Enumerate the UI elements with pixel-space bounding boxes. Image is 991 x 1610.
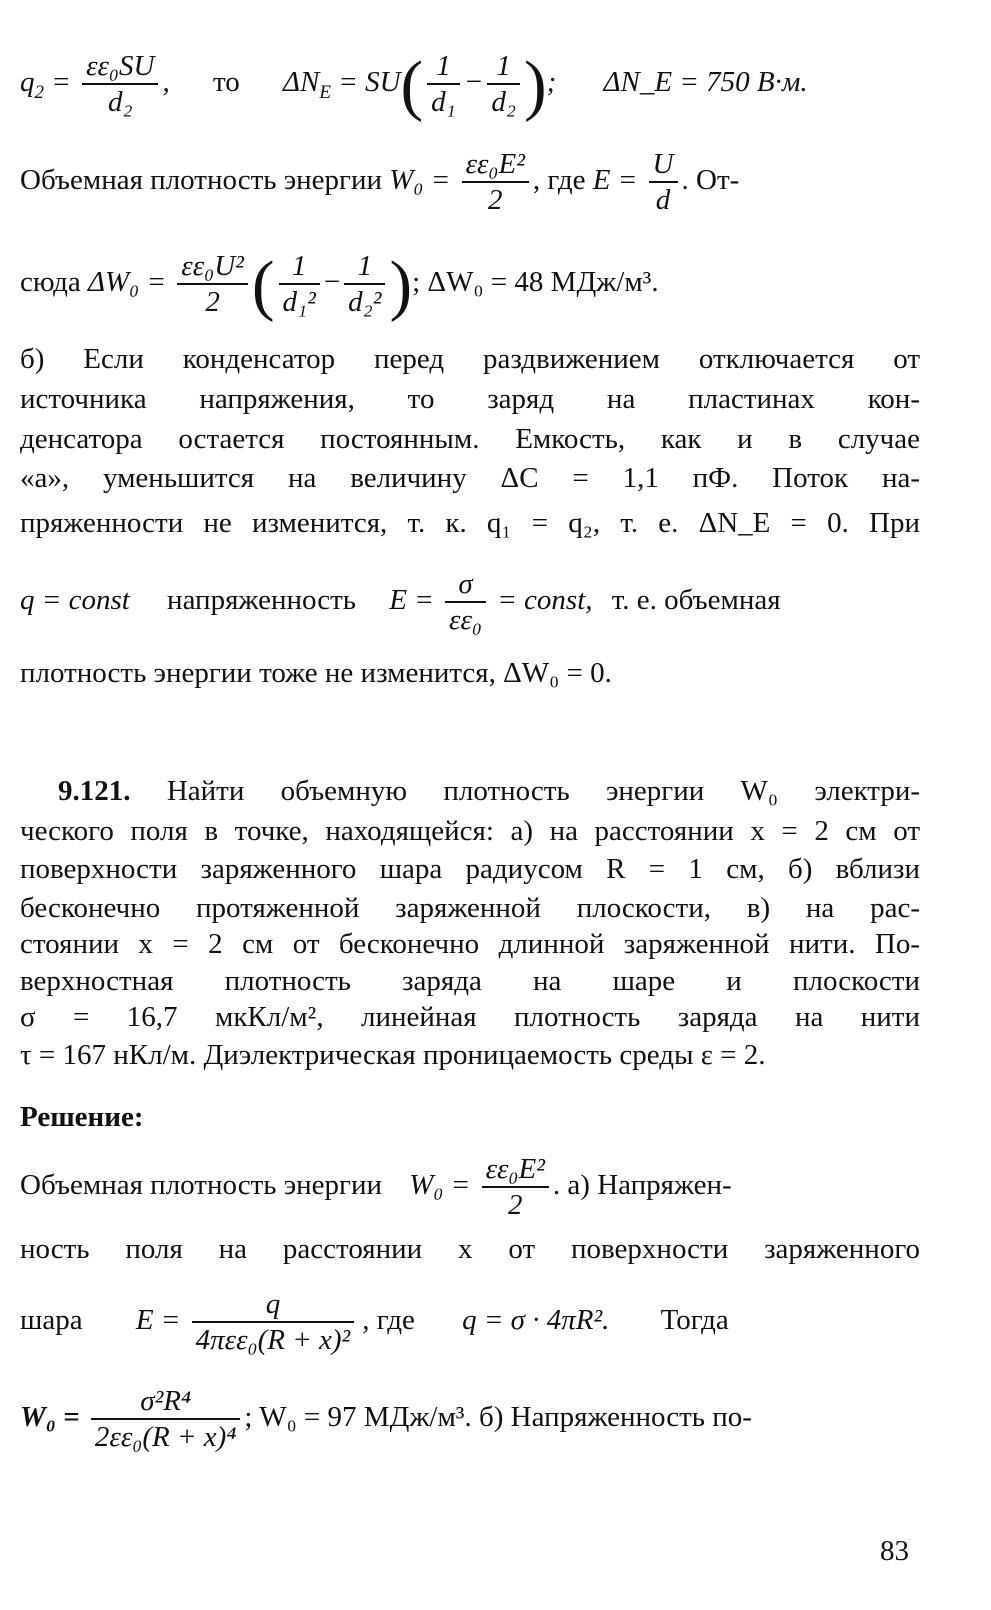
fraction-numerator: εε₀E² [462, 147, 529, 183]
delta-ne-symbol: ΔN [283, 66, 320, 98]
energy-density-line [20, 140, 920, 220]
q-const: q = const [20, 584, 130, 616]
equation-line-flux: $q_2$ = $\frac{\text{εε₀SU}}{\text{d₂}}$ , то $\Delta N_E = SU$( $\frac{1}{\text{d₁}}$ − $\frac{1}{\text{d₂}}$ ); ΔN_E = 750 В·м. [20, 46, 808, 123]
fraction-numerator: q [192, 1287, 355, 1323]
text-energy-density: Объемная плотность энергии [20, 164, 382, 196]
delta-ne-subscript: E [319, 81, 331, 103]
fraction-one-over-d2 [487, 49, 520, 119]
fraction-numerator: 1 [279, 249, 320, 285]
fraction-denominator: d₁² [282, 286, 316, 319]
text-line: верхностная плотность заряда на шаре и плоскости [20, 965, 920, 997]
delta-w0-result: ; ΔW₀ = 48 МДж/м³. [412, 266, 659, 298]
fraction-w0-sphere [91, 1384, 241, 1454]
text-line: τ = 167 нКл/м. Диэлектрическая проницаемость среды ε = 2. [20, 1039, 766, 1071]
w0-result-line [20, 1372, 920, 1462]
e-symbol: E = [135, 1304, 181, 1336]
fraction-numerator: 1 [427, 49, 460, 85]
fraction-u-squared [177, 249, 248, 319]
q2-subscript: 2 [34, 81, 44, 103]
fraction-denominator: d [655, 184, 671, 217]
text-line: поверхности заряженного шара радиусом R = 1 см, б) вблизи [20, 853, 920, 885]
fraction-sphere-field [192, 1287, 355, 1357]
su-factor: = SU [338, 66, 401, 98]
fraction-sigma [445, 567, 486, 637]
fraction-numerator: εε₀E² [482, 1152, 549, 1188]
solution-energy-line [20, 1145, 920, 1225]
w0-symbol: W₀ = [20, 1401, 80, 1433]
word-gde: , где [532, 164, 586, 196]
w0-result-text: ; W₀ = 97 МДж/м³. б) Напряженность по- [244, 1401, 752, 1433]
fraction-numerator: 1 [487, 49, 520, 85]
fraction-denominator: 2εε₀(R + x)⁴ [94, 1421, 237, 1454]
fraction-denominator: 2 [205, 286, 220, 319]
fraction-numerator: U [649, 147, 678, 183]
fraction-denominator: 4πεε₀(R + x)² [195, 1324, 351, 1357]
fraction-denominator: 2 [507, 1189, 523, 1222]
text-shara: шара [20, 1304, 83, 1336]
equals-const: = const, [497, 584, 593, 616]
fraction-u-over-d [649, 147, 678, 217]
delta-w0-line: сюда ΔW₀ = $\frac{\text{εε₀U²}}{2}$ ( $\frac{1}{\text{d₁²}}$ − $\frac{1}{\text{d₂²}}$ ); ΔW₀ = 48 МДж/м³. [20, 246, 659, 323]
text-line: «а», уменьшится на величину ΔC = 1,1 пФ. Поток на- [20, 462, 920, 494]
problem-text: Найти объемную плотность энергии W₀ электри- [166, 775, 920, 807]
text-line: ность поля на расстоянии x от поверхности заряженного [20, 1233, 920, 1265]
solution-heading: Решение: [20, 1101, 144, 1133]
fraction-energy-density [482, 1152, 549, 1222]
sphere-field-line [20, 1275, 920, 1365]
text-napryazhen: . а) Напряжен- [552, 1169, 732, 1201]
fraction-numerator: εε₀SU [82, 49, 158, 85]
text-te-obemnaya: т. е. объемная [611, 584, 781, 616]
delta-w0-symbol: ΔW₀ = [87, 266, 167, 298]
problem-first-line [20, 772, 920, 810]
fraction-one-over-d2-sq [344, 249, 385, 319]
word-to: то [212, 66, 240, 98]
text-napryazhennost: напряженность [167, 584, 356, 616]
text-line: стоянии x = 2 см от бесконечно длинной заряженной нити. По- [20, 928, 920, 960]
fraction-numerator: σ²R⁴ [91, 1384, 241, 1420]
e-symbol: E = [389, 584, 434, 616]
text-syuda: сюда [20, 266, 81, 298]
w0-symbol: W₀ = [409, 1169, 471, 1201]
text-line: источника напряжения, то заряд на пластинах кон- [20, 383, 920, 415]
text-energy-density: Объемная плотность энергии [20, 1169, 382, 1201]
page-number: 83 [880, 1535, 909, 1567]
text-line: б) Если конденсатор перед раздвижением отключается от [20, 343, 920, 375]
fraction-denominator: 2 [487, 184, 503, 217]
fraction-denominator: d₂ [107, 86, 133, 119]
text-line: денсатора остается постоянным. Емкость, как и в случае [20, 423, 920, 455]
w0-symbol: W₀ = [389, 164, 451, 196]
fraction-one-over-d1-sq [279, 249, 320, 319]
problem-number: 9.121. [58, 775, 131, 807]
e-symbol: E = [592, 164, 638, 196]
flux-result: ΔN_E = 750 В·м. [603, 66, 808, 98]
text-ot: . От- [681, 164, 740, 196]
fraction-numerator: σ [445, 567, 486, 603]
const-field-line [20, 560, 920, 640]
text-line: плотность энергии тоже не изменится, ΔW₀ = 0. [20, 657, 612, 689]
fraction-one-over-d1 [427, 49, 460, 119]
word-gde: , где [362, 1304, 415, 1336]
fraction-q2 [82, 49, 158, 119]
fraction-numerator: 1 [344, 249, 385, 285]
fraction-denominator: d₁ [431, 86, 456, 119]
word-togda: Тогда [660, 1304, 729, 1336]
fraction-denominator: d₂² [348, 286, 382, 319]
q2-symbol: q [20, 66, 35, 98]
text-line: бесконечно протяженной заряженной плоскости, в) на рас- [20, 892, 920, 924]
text-line: пряженности не изменится, т. к. q₁ = q₂, т. е. ΔN_E = 0. При [20, 507, 920, 539]
charge-formula: q = σ · 4πR². [462, 1304, 610, 1336]
text-line: σ = 16,7 мкКл/м², линейная плотность заряда на нити [20, 1001, 920, 1033]
text-line: ческого поля в точке, находящейся: а) на расстоянии x = 2 см от [20, 815, 920, 847]
fraction-denominator: εε₀ [449, 604, 482, 637]
fraction-energy-density [462, 147, 529, 217]
fraction-denominator: d₂ [491, 86, 516, 119]
fraction-numerator: εε₀U² [177, 249, 248, 285]
